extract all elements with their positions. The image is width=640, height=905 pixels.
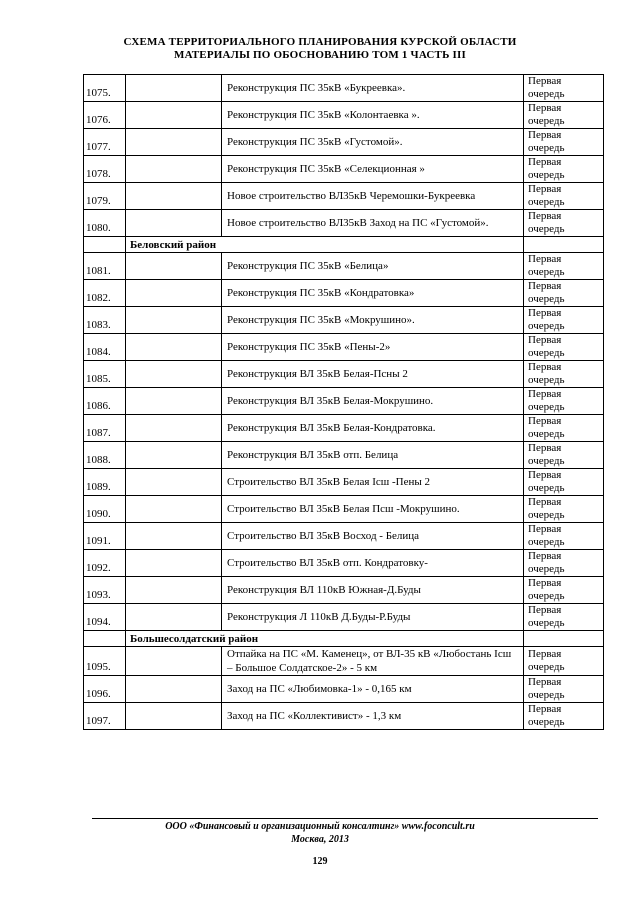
project-description: Новое строительство ВЛ35кВ Черемошки-Букреевка [222, 183, 524, 210]
project-stage [524, 183, 604, 210]
project-description: Реконструкция ВЛ 35кВ отп. Белица [222, 442, 524, 469]
project-description: Реконструкция ПС 35кВ «Кондратовка» [222, 280, 524, 307]
empty-cell [126, 156, 222, 183]
project-stage [524, 496, 604, 523]
empty-cell [126, 388, 222, 415]
stage-line: Первая [528, 550, 562, 562]
table-row [84, 129, 604, 156]
table-row [84, 523, 604, 550]
stage-line: Первая [528, 676, 562, 688]
stage-line: очередь [528, 661, 565, 673]
project-stage [524, 334, 604, 361]
empty-cell [126, 129, 222, 156]
table-row [84, 102, 604, 129]
empty-cell [126, 523, 222, 550]
table-row [84, 307, 604, 334]
empty-cell [126, 334, 222, 361]
row-number: 1085. [84, 361, 126, 388]
stage-line: очередь [528, 716, 565, 728]
project-stage [524, 442, 604, 469]
stage-line: очередь [528, 401, 565, 413]
section-title: Беловский район [126, 237, 524, 253]
empty-cell [126, 361, 222, 388]
empty-cell [126, 280, 222, 307]
empty-cell [126, 469, 222, 496]
row-number: 1089. [84, 469, 126, 496]
table-row [84, 604, 604, 631]
project-description: Строительство ВЛ 35кВ Белая Icш -Пены 2 [222, 469, 524, 496]
project-stage [524, 129, 604, 156]
row-number: 1088. [84, 442, 126, 469]
row-number: 1079. [84, 183, 126, 210]
project-stage [524, 523, 604, 550]
row-number: 1086. [84, 388, 126, 415]
row-number: 1093. [84, 577, 126, 604]
stage-line: Первая [528, 75, 562, 87]
empty-cell [126, 496, 222, 523]
section-empty-cell [84, 237, 126, 253]
project-stage [524, 647, 604, 676]
project-description: Заход на ПС «Любимовка-1» - 0,165 км [222, 676, 524, 703]
project-stage [524, 307, 604, 334]
stage-line: Первая [528, 442, 562, 454]
stage-line: Первая [528, 334, 562, 346]
footer-company: ООО «Финансовый и организационный консалтинг» www.foconcult.ru [165, 821, 475, 832]
stage-line: Первая [528, 415, 562, 427]
project-stage [524, 75, 604, 102]
stage-line: Первая [528, 129, 562, 141]
table-row [84, 577, 604, 604]
row-number: 1081. [84, 253, 126, 280]
header-title: СХЕМА ТЕРРИТОРИАЛЬНОГО ПЛАНИРОВАНИЯ КУРСКОЙ ОБЛАСТИ [123, 36, 517, 48]
project-description: Реконструкция ВЛ 35кВ Белая-Мокрушино. [222, 388, 524, 415]
stage-line: Первая [528, 523, 562, 535]
row-number: 1084. [84, 334, 126, 361]
empty-cell [126, 703, 222, 730]
projects-table-body [84, 75, 604, 730]
project-description: Реконструкция ВЛ 35кВ Белая-Кондратовка. [222, 415, 524, 442]
table-row [84, 361, 604, 388]
stage-line: Первая [528, 361, 562, 373]
stage-line: Первая [528, 307, 562, 319]
row-number: 1082. [84, 280, 126, 307]
stage-line: очередь [528, 320, 565, 332]
project-stage [524, 156, 604, 183]
stage-line: очередь [528, 293, 565, 305]
project-stage [524, 469, 604, 496]
empty-cell [126, 577, 222, 604]
stage-line: очередь [528, 455, 565, 467]
table-row [84, 334, 604, 361]
row-number: 1087. [84, 415, 126, 442]
project-description: Строительство ВЛ 35кВ Восход - Белица [222, 523, 524, 550]
project-description: Заход на ПС «Коллективист» - 1,3 км [222, 703, 524, 730]
empty-cell [126, 442, 222, 469]
empty-cell [126, 75, 222, 102]
stage-line: Первая [528, 156, 562, 168]
stage-line: Первая [528, 469, 562, 481]
section-empty-cell [84, 631, 126, 647]
project-stage [524, 280, 604, 307]
footer-divider [92, 818, 598, 819]
stage-line: очередь [528, 223, 565, 235]
empty-cell [126, 307, 222, 334]
stage-line: Первая [528, 102, 562, 114]
table-row [84, 388, 604, 415]
table-row [84, 647, 604, 676]
project-stage [524, 604, 604, 631]
row-number: 1077. [84, 129, 126, 156]
stage-line: очередь [528, 169, 565, 181]
document-header [0, 36, 640, 62]
empty-cell [126, 210, 222, 237]
stage-line: очередь [528, 536, 565, 548]
project-stage [524, 415, 604, 442]
section-empty-cell [524, 631, 604, 647]
empty-cell [126, 676, 222, 703]
row-number: 1075. [84, 75, 126, 102]
project-description: Реконструкция ПС 35кВ «Колонтаевка ». [222, 102, 524, 129]
header-subtitle: МАТЕРИАЛЫ ПО ОБОСНОВАНИЮ ТОМ 1 ЧАСТЬ III [174, 49, 466, 61]
stage-line: очередь [528, 689, 565, 701]
stage-line: очередь [528, 428, 565, 440]
table-row [84, 210, 604, 237]
project-description: Реконструкция ПС 35кВ «Букреевка». [222, 75, 524, 102]
project-description: Реконструкция ВЛ 110кВ Южная-Д.Буды [222, 577, 524, 604]
project-description: Реконструкция ВЛ 35кВ Белая-Псны 2 [222, 361, 524, 388]
project-description: Реконструкция ПС 35кВ «Белица» [222, 253, 524, 280]
project-description: Реконструкция ПС 35кВ «Мокрушино». [222, 307, 524, 334]
project-stage [524, 703, 604, 730]
stage-line: Первая [528, 388, 562, 400]
stage-line: очередь [528, 347, 565, 359]
stage-line: Первая [528, 183, 562, 195]
empty-cell [126, 647, 222, 676]
empty-cell [126, 550, 222, 577]
row-number: 1080. [84, 210, 126, 237]
stage-line: Первая [528, 210, 562, 222]
empty-cell [126, 415, 222, 442]
project-description: Строительство ВЛ 35кВ отп. Кондратовку- [222, 550, 524, 577]
empty-cell [126, 102, 222, 129]
row-number: 1095. [84, 647, 126, 676]
stage-line: Первая [528, 604, 562, 616]
project-stage [524, 361, 604, 388]
stage-line: очередь [528, 142, 565, 154]
project-description: Новое строительство ВЛ35кВ Заход на ПС «Густомой». [222, 210, 524, 237]
page-number: 129 [312, 856, 328, 867]
row-number: 1092. [84, 550, 126, 577]
stage-line: очередь [528, 88, 565, 100]
table-row [84, 550, 604, 577]
stage-line: очередь [528, 509, 565, 521]
stage-line: очередь [528, 374, 565, 386]
stage-line: очередь [528, 196, 565, 208]
empty-cell [126, 253, 222, 280]
row-number: 1091. [84, 523, 126, 550]
table-row [84, 469, 604, 496]
section-row [84, 631, 604, 647]
project-stage [524, 388, 604, 415]
section-title: Большесолдатский район [126, 631, 524, 647]
project-stage [524, 577, 604, 604]
stage-line: Первая [528, 648, 562, 660]
stage-line: Первая [528, 280, 562, 292]
row-number: 1090. [84, 496, 126, 523]
footer-city-year: Москва, 2013 [291, 834, 349, 845]
stage-line: очередь [528, 115, 565, 127]
section-row [84, 237, 604, 253]
project-description: Строительство ВЛ 35кВ Белая Псш -Мокрушино. [222, 496, 524, 523]
empty-cell [126, 604, 222, 631]
project-stage [524, 253, 604, 280]
table-row [84, 156, 604, 183]
stage-line: очередь [528, 482, 565, 494]
stage-line: очередь [528, 590, 565, 602]
document-footer [0, 820, 640, 846]
project-description: Отпайка на ПС «М. Каменец», от ВЛ-35 кВ «Любостань Icш – Большое Солдатское-2» - 5 км [222, 647, 524, 676]
stage-line: Первая [528, 577, 562, 589]
table-row [84, 703, 604, 730]
table-row [84, 676, 604, 703]
table-row [84, 442, 604, 469]
projects-table [83, 74, 604, 730]
project-description: Реконструкция ПС 35кВ «Селекционная » [222, 156, 524, 183]
project-stage [524, 550, 604, 577]
stage-line: очередь [528, 617, 565, 629]
project-description: Реконструкция ПС 35кВ «Пены-2» [222, 334, 524, 361]
row-number: 1078. [84, 156, 126, 183]
stage-line: очередь [528, 563, 565, 575]
section-empty-cell [524, 237, 604, 253]
table-row [84, 496, 604, 523]
project-description: Реконструкция ПС 35кВ «Густомой». [222, 129, 524, 156]
empty-cell [126, 183, 222, 210]
project-description: Реконструкция Л 110кВ Д.Буды-Р.Буды [222, 604, 524, 631]
row-number: 1094. [84, 604, 126, 631]
row-number: 1083. [84, 307, 126, 334]
stage-line: Первая [528, 253, 562, 265]
row-number: 1076. [84, 102, 126, 129]
stage-line: Первая [528, 496, 562, 508]
stage-line: очередь [528, 266, 565, 278]
table-row [84, 75, 604, 102]
table-row [84, 253, 604, 280]
table-row [84, 280, 604, 307]
row-number: 1097. [84, 703, 126, 730]
project-stage [524, 210, 604, 237]
row-number: 1096. [84, 676, 126, 703]
table-row [84, 415, 604, 442]
table-row [84, 183, 604, 210]
stage-line: Первая [528, 703, 562, 715]
project-stage [524, 676, 604, 703]
project-stage [524, 102, 604, 129]
